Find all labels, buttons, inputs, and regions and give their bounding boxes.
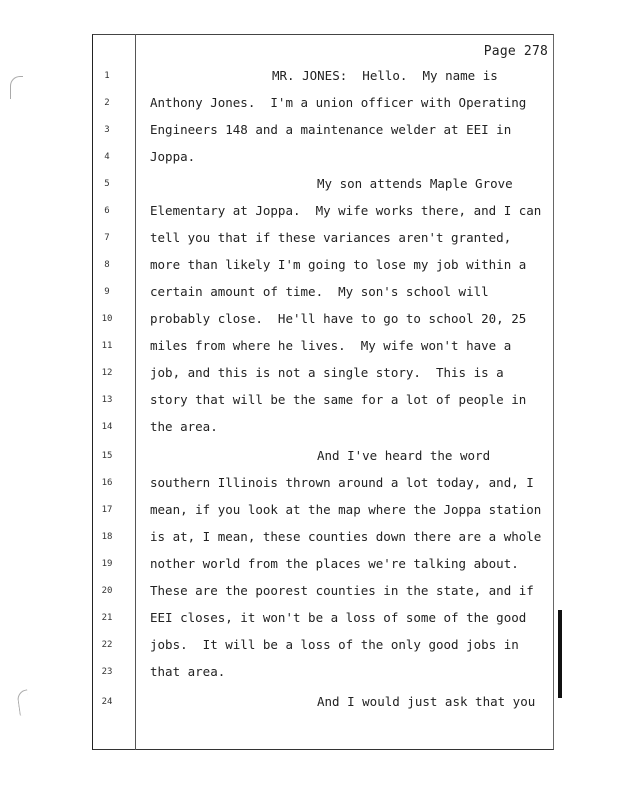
line-number: 8 [104, 260, 110, 270]
transcript-line [0, 473, 618, 493]
line-number: 11 [101, 341, 113, 351]
line-number: 7 [104, 233, 110, 243]
transcript-line [0, 635, 618, 655]
transcript-line [0, 692, 618, 712]
transcript-line [0, 417, 618, 437]
line-text: story that will be the same for a lot of people in [150, 392, 527, 407]
line-text: And I've heard the word [317, 448, 491, 463]
transcript-line [0, 390, 618, 410]
line-text: job, and this is not a single story. This is a [150, 365, 504, 380]
line-number: 18 [101, 532, 113, 542]
transcript-line [0, 446, 618, 466]
transcript-line [0, 228, 618, 248]
line-text: Anthony Jones. I'm a union officer with Operating [150, 95, 527, 110]
line-number: 12 [101, 368, 113, 378]
line-number: 3 [104, 125, 110, 135]
line-number: 15 [101, 451, 113, 461]
line-text: Elementary at Joppa. My wife works there, and I can [150, 203, 542, 218]
line-text: is at, I mean, these counties down there are a whole [150, 529, 542, 544]
line-number: 17 [101, 505, 113, 515]
transcript-line [0, 554, 618, 574]
transcript-line [0, 662, 618, 682]
line-text: certain amount of time. My son's school will [150, 284, 489, 299]
line-text: These are the poorest counties in the state, and if [150, 583, 534, 598]
transcript-line [0, 336, 618, 356]
line-number: 22 [101, 640, 113, 650]
transcript-line [0, 309, 618, 329]
line-number: 23 [101, 667, 113, 677]
transcript-line [0, 66, 618, 86]
line-number: 2 [104, 98, 110, 108]
line-text: My son attends Maple Grove [317, 176, 513, 191]
line-text: miles from where he lives. My wife won't have a [150, 338, 512, 353]
line-number: 13 [101, 395, 113, 405]
line-number: 19 [101, 559, 113, 569]
page-number: Page 278 [483, 44, 548, 59]
transcript-line [0, 120, 618, 140]
line-text: the area. [150, 419, 218, 434]
line-number: 21 [101, 613, 113, 623]
line-text: jobs. It will be a loss of the only good jobs in [150, 637, 519, 652]
line-text: nother world from the places we're talking about. [150, 556, 519, 571]
line-number: 4 [104, 152, 110, 162]
line-number: 5 [104, 179, 110, 189]
line-text: that area. [150, 664, 226, 679]
line-number: 10 [101, 314, 113, 324]
transcript-line [0, 608, 618, 628]
line-text: probably close. He'll have to go to school 20, 25 [150, 311, 527, 326]
transcript-line [0, 581, 618, 601]
line-number: 16 [101, 478, 113, 488]
line-text: Joppa. [150, 149, 196, 164]
line-number: 24 [101, 697, 113, 707]
line-text: southern Illinois thrown around a lot today, and, I [150, 475, 534, 490]
line-number: 1 [104, 71, 110, 81]
line-text: MR. JONES: Hello. My name is [272, 68, 498, 83]
line-number: 6 [104, 206, 110, 216]
line-text: And I would just ask that you [317, 694, 536, 709]
transcript-line [0, 147, 618, 167]
line-number: 9 [104, 287, 110, 297]
transcript-line [0, 255, 618, 275]
line-text: EEI closes, it won't be a loss of some of the good [150, 610, 527, 625]
transcript-line [0, 93, 618, 113]
line-text: Engineers 148 and a maintenance welder at EEI in [150, 122, 512, 137]
line-text: more than likely I'm going to lose my job within a [150, 257, 527, 272]
transcript-line [0, 500, 618, 520]
transcript-line [0, 282, 618, 302]
transcript-line [0, 174, 618, 194]
transcript-line [0, 363, 618, 383]
line-text: mean, if you look at the map where the Joppa station [150, 502, 542, 517]
transcript-line [0, 527, 618, 547]
line-number: 20 [101, 586, 113, 596]
line-number: 14 [101, 422, 113, 432]
line-text: tell you that if these variances aren't granted, [150, 230, 512, 245]
transcript-line [0, 201, 618, 221]
